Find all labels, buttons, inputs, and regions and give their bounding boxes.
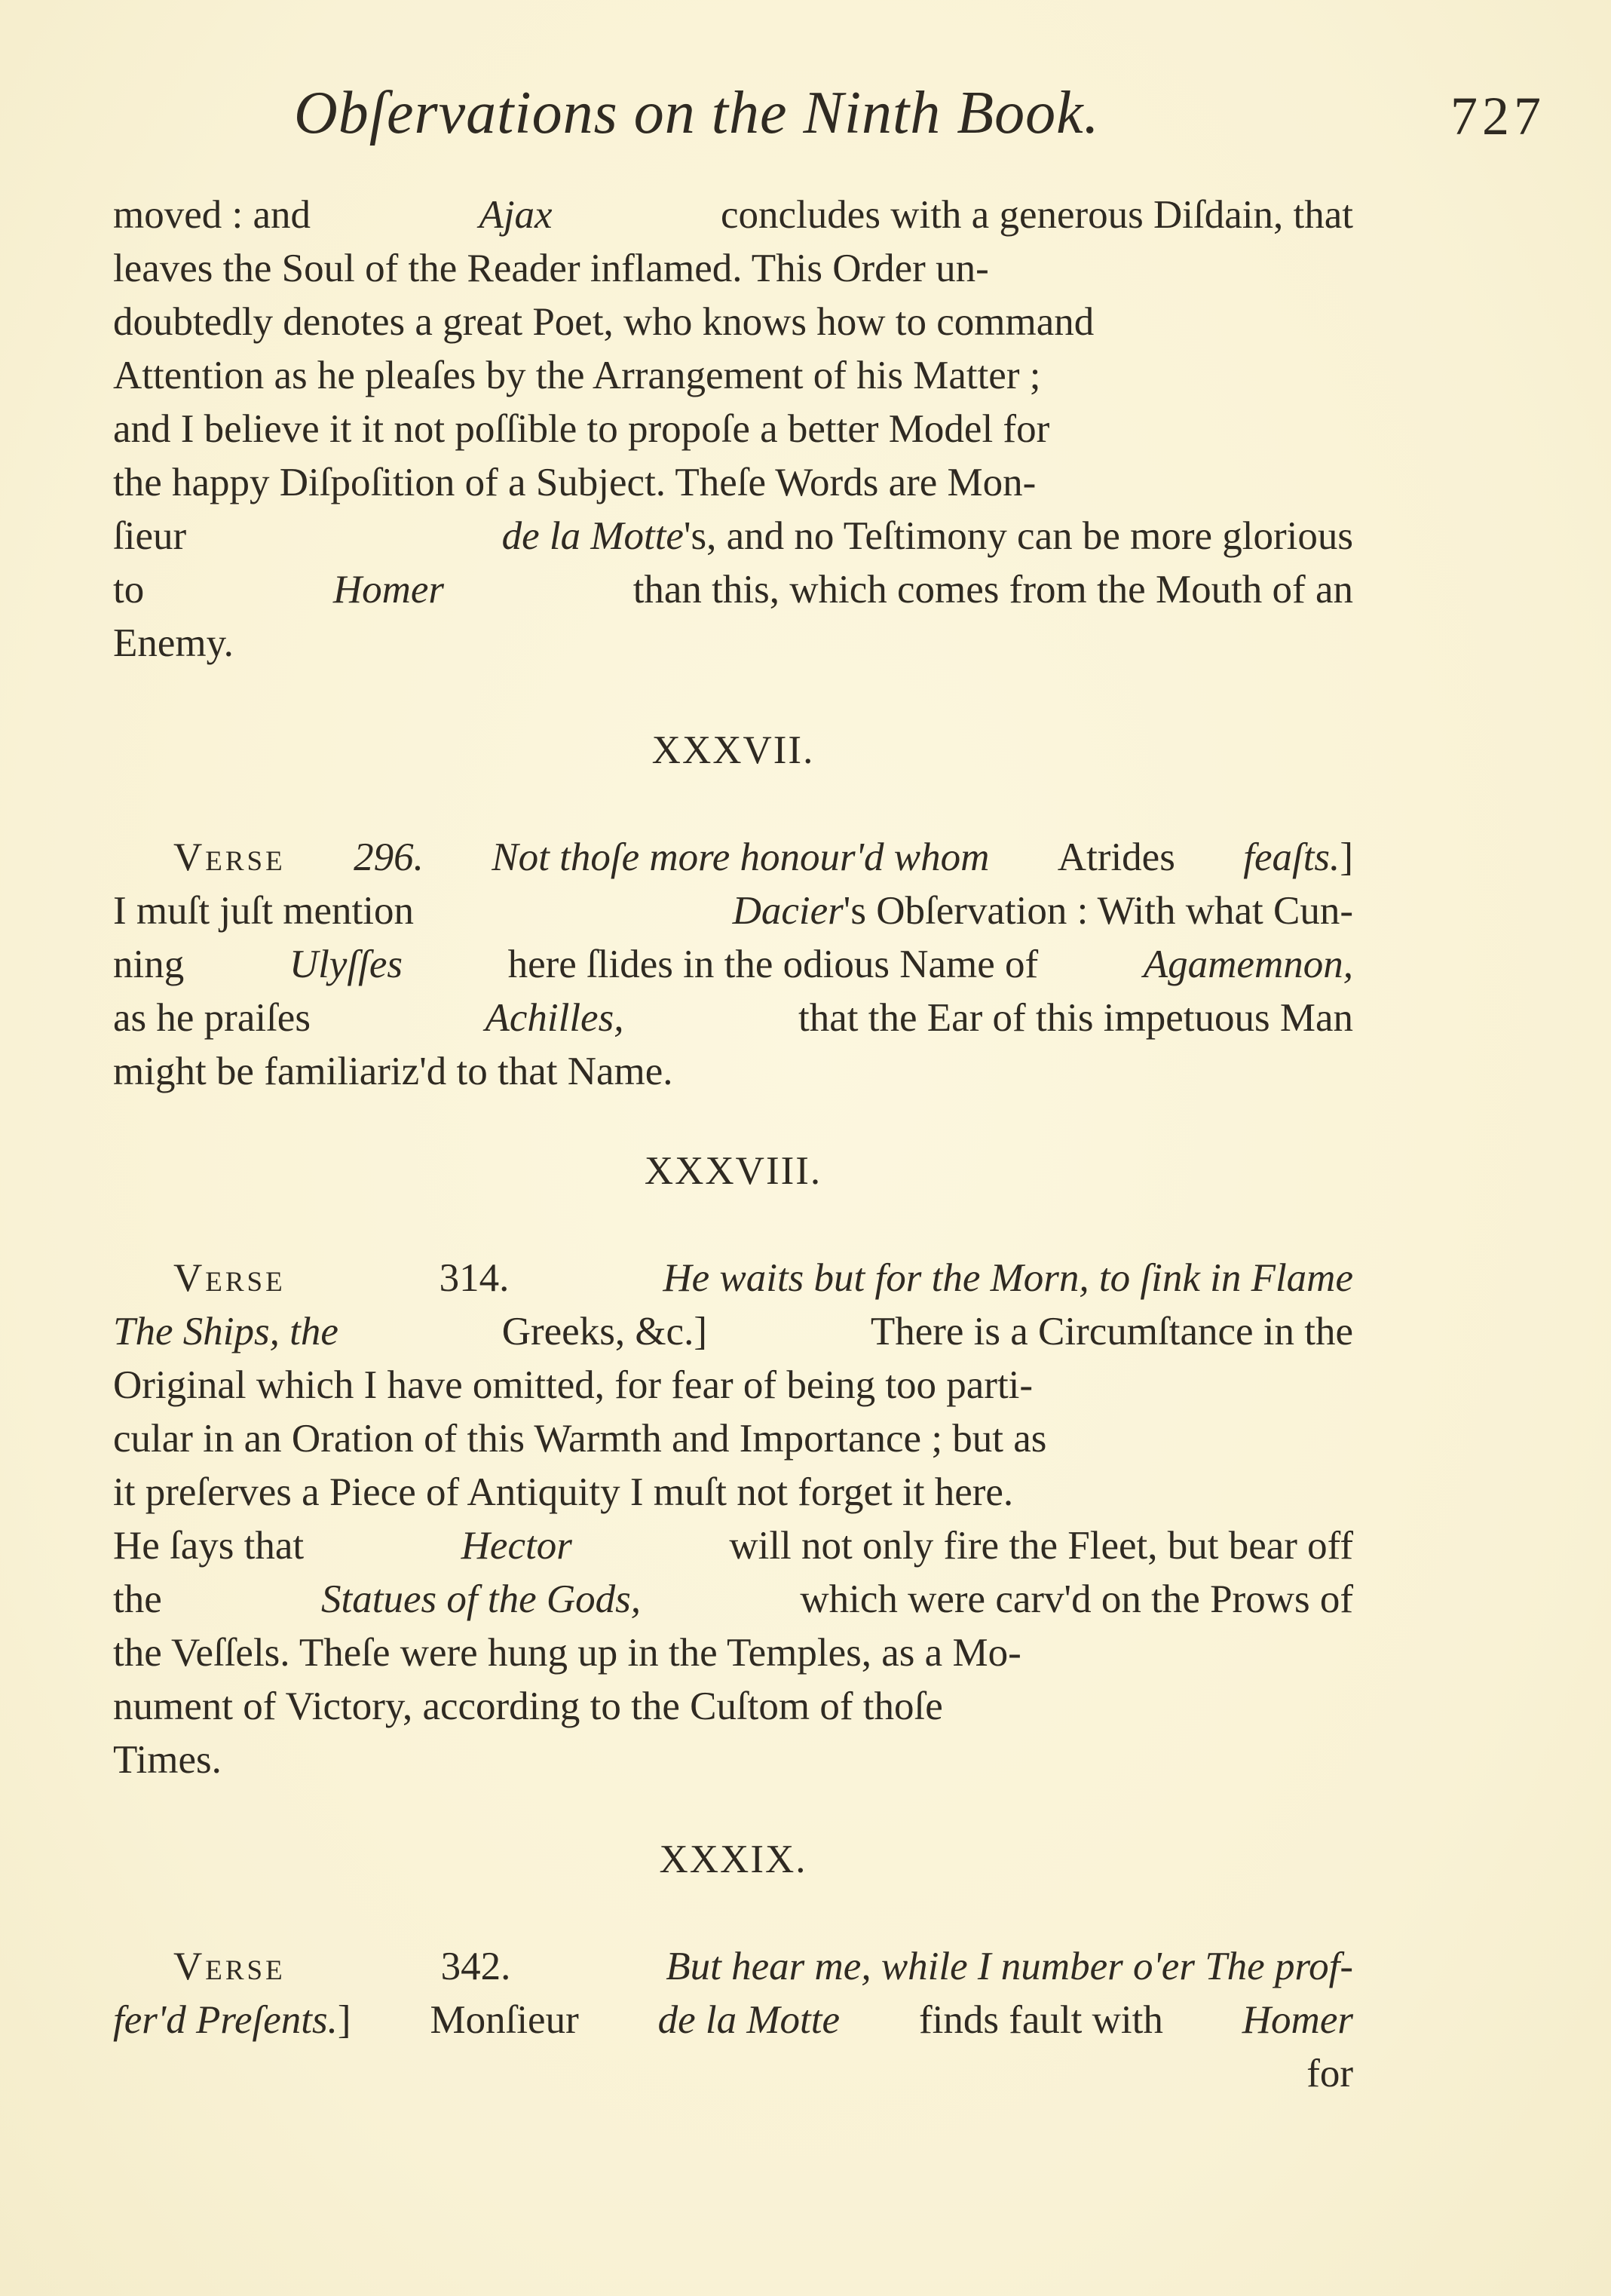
note-paragraph	[113, 1252, 1353, 1787]
text-line: ning Ulyſſes here ſlides in the odious Name of Agamemnon,	[113, 943, 1353, 986]
text-line: ſieur de la Motte's, and no Teſtimony can be more glorious	[113, 514, 1353, 558]
text-line: the Veſſels. Theſe were hung up in the Temples, as a Mo-	[113, 1631, 1021, 1675]
section-heading: XXXIX.	[659, 1838, 807, 1881]
text-line: Times.	[113, 1738, 222, 1782]
catchword: for	[1306, 2052, 1353, 2095]
text-line: Verse 314. He waits but for the Morn, to ſink in Flame	[173, 1256, 1353, 1300]
section-heading: XXXVIII.	[644, 1149, 822, 1193]
catchword-line	[113, 2047, 1353, 2101]
text-line: moved : and Ajax concludes with a generous Diſdain, that	[113, 193, 1353, 237]
text-line: the Statues of the Gods, which were carv'd on the Prows of	[113, 1577, 1353, 1621]
text-line: Attention as he pleaſes by the Arrangement of his Matter ;	[113, 354, 1041, 397]
text-line: as he praiſes Achilles, that the Ear of this impetuous Man	[113, 996, 1353, 1040]
text-line: nument of Victory, according to the Cuſtom of thoſe	[113, 1684, 943, 1728]
text-block	[113, 189, 1353, 2101]
intro-paragraph	[113, 189, 1353, 670]
text-line: fer'd Preſents.] Monſieur de la Motte finds fault with Homer	[113, 1998, 1353, 2042]
running-head	[113, 79, 1545, 162]
text-line: leaves the Soul of the Reader inflamed. This Order un-	[113, 247, 989, 290]
text-line: He ſays that Hector will not only fire the Fleet, but bear off	[113, 1524, 1353, 1568]
text-line: and I believe it it not poſſible to propoſe a better Model for	[113, 407, 1050, 451]
text-line: the happy Diſpoſition of a Subject. Theſe Words are Mon-	[113, 461, 1037, 504]
text-line: it preſerves a Piece of Antiquity I muſt not forget it here.	[113, 1470, 1014, 1514]
page-number: 727	[1450, 86, 1545, 146]
text-line: I muſt juſt mention Dacier's Obſervation : With what Cun-	[113, 889, 1353, 933]
text-line: Verse 296. Not thoſe more honour'd whom Atrides feaſts.]	[173, 835, 1353, 879]
note-paragraph	[113, 1940, 1353, 2101]
note-paragraph	[113, 831, 1353, 1099]
text-line: might be familiariz'd to that Name.	[113, 1050, 673, 1093]
text-line: Verse 342. But hear me, while I number o'er The prof-	[173, 1945, 1353, 1988]
section-heading: XXXVII.	[651, 728, 815, 772]
text-line: doubtedly denotes a great Poet, who knows how to command	[113, 300, 1095, 344]
running-title: Obſervations on the Ninth Book.	[294, 80, 1100, 146]
text-line: Enemy.	[113, 621, 234, 665]
text-line: cular in an Oration of this Warmth and Importance ; but as	[113, 1417, 1047, 1461]
text-line: The Ships, the Greeks, &c.] There is a Circumſtance in the	[113, 1310, 1353, 1353]
text-line: Original which I have omitted, for fear of being too parti-	[113, 1363, 1034, 1407]
text-line: to Homer than this, which comes from the Mouth of an	[113, 568, 1353, 612]
